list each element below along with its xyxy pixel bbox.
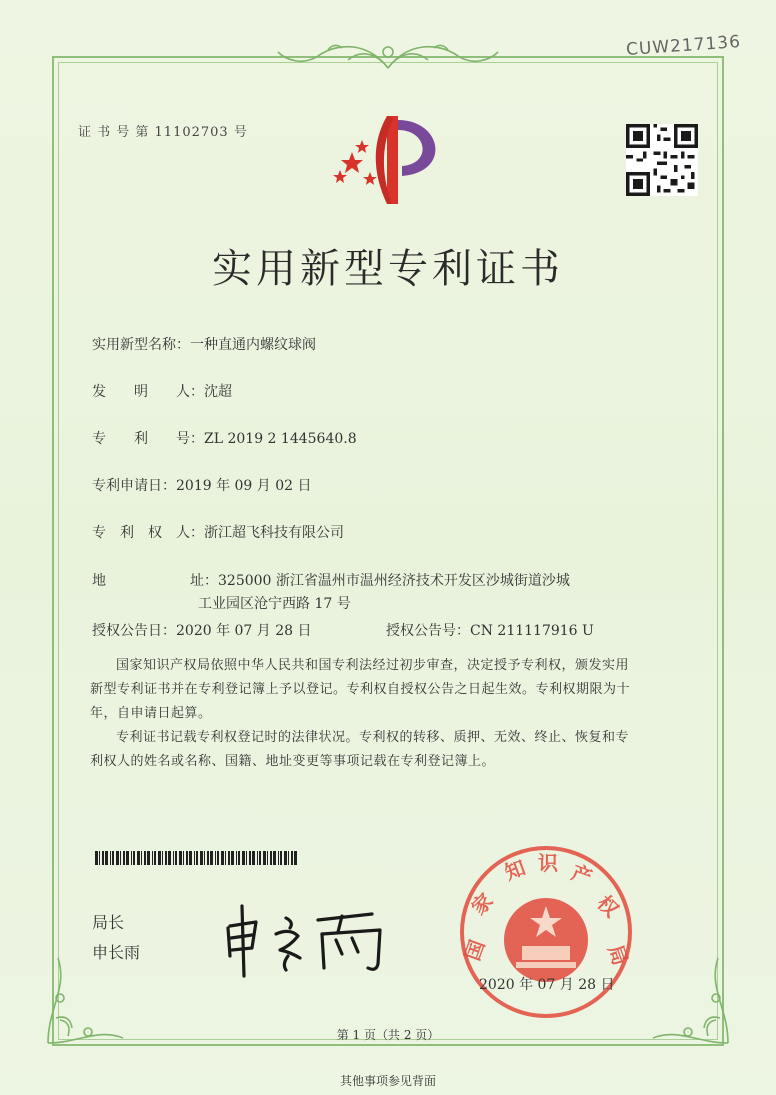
official-seal	[456, 842, 636, 1022]
paragraph-grant-line-1: 国家知识产权局依照中华人民共和国专利法经过初步审查，决定授予专利权，颁发实用	[116, 658, 630, 673]
inventor-value: 沈超	[204, 384, 232, 400]
barcode	[95, 851, 299, 865]
filing-date-value: 2019 年 09 月 02 日	[176, 478, 312, 494]
director-name: 申长雨	[92, 943, 141, 962]
director-title: 局长	[92, 913, 125, 932]
svg-text:局: 局	[603, 941, 633, 969]
svg-text:权: 权	[592, 890, 624, 922]
qr-code	[626, 124, 698, 196]
paragraph-grant	[90, 654, 680, 726]
name-value: 一种直通内螺纹球阀	[190, 337, 316, 353]
handwritten-annotation: CUW217136	[625, 32, 742, 60]
field-row-patentee	[92, 522, 344, 542]
footer-note: 其他事项参见背面	[339, 1074, 436, 1088]
svg-text:国: 国	[460, 936, 490, 964]
grant-date-label: 授权公告日：	[92, 623, 176, 639]
seal-date: 2020 年 07 月 28 日	[479, 977, 615, 993]
page-number: 第 1 页（共 2 页）	[336, 1028, 440, 1042]
field-row-patent-number	[92, 428, 357, 448]
filing-date-label: 专利申请日：	[92, 478, 176, 494]
address-line-1: 325000 浙江省温州市温州经济技术开发区沙城街道沙城	[218, 573, 570, 589]
page-title: 实用新型专利证书	[212, 246, 564, 292]
field-row-grant-date	[92, 620, 312, 640]
inventor-label: 发 明 人：	[92, 384, 204, 400]
svg-text:知: 知	[501, 855, 529, 885]
patent-number-value: ZL 2019 2 1445640.8	[204, 431, 357, 447]
grant-date-value: 2020 年 07 月 28 日	[176, 623, 312, 639]
cnipa-logo	[332, 112, 452, 208]
grant-number-label: 授权公告号：	[386, 623, 470, 639]
paragraph-grant-line-2: 新型专利证书并在专利登记簿上予以登记。专利权自授权公告之日起生效。专利权期限为十	[90, 682, 631, 697]
patentee-value: 浙江超飞科技有限公司	[204, 525, 344, 541]
field-row-name	[92, 334, 316, 354]
patentee-label: 专 利 权 人：	[92, 525, 204, 541]
paragraph-legal-line-2: 利权人的姓名或名称、国籍、地址变更等事项记载在专利登记簿上。	[90, 754, 496, 769]
name-label: 实用新型名称：	[92, 337, 190, 353]
svg-text:识: 识	[538, 851, 558, 875]
paragraph-grant-line-3: 年，自申请日起算。	[90, 706, 212, 721]
field-row-filing-date	[92, 475, 312, 495]
grant-number-value: CN 211117916 U	[470, 623, 594, 639]
field-row-address	[92, 570, 570, 590]
svg-text:产: 产	[568, 860, 596, 890]
certificate-number: 证 书 号 第 11102703 号	[78, 125, 248, 140]
address-label: 地 址：	[92, 573, 218, 589]
svg-text:家: 家	[466, 888, 498, 920]
paragraph-legal-status	[90, 726, 680, 774]
director-signature	[222, 898, 392, 978]
field-row-grant-number	[386, 620, 594, 640]
field-row-inventor	[92, 381, 232, 401]
address-line-2: 工业园区沧宁西路 17 号	[198, 596, 351, 612]
patent-number-label: 专 利 号：	[92, 431, 204, 447]
top-ornament	[268, 38, 508, 74]
paragraph-legal-line-1: 专利证书记载专利权登记时的法律状况。专利权的转移、质押、无效、终止、恢复和专	[116, 730, 630, 745]
